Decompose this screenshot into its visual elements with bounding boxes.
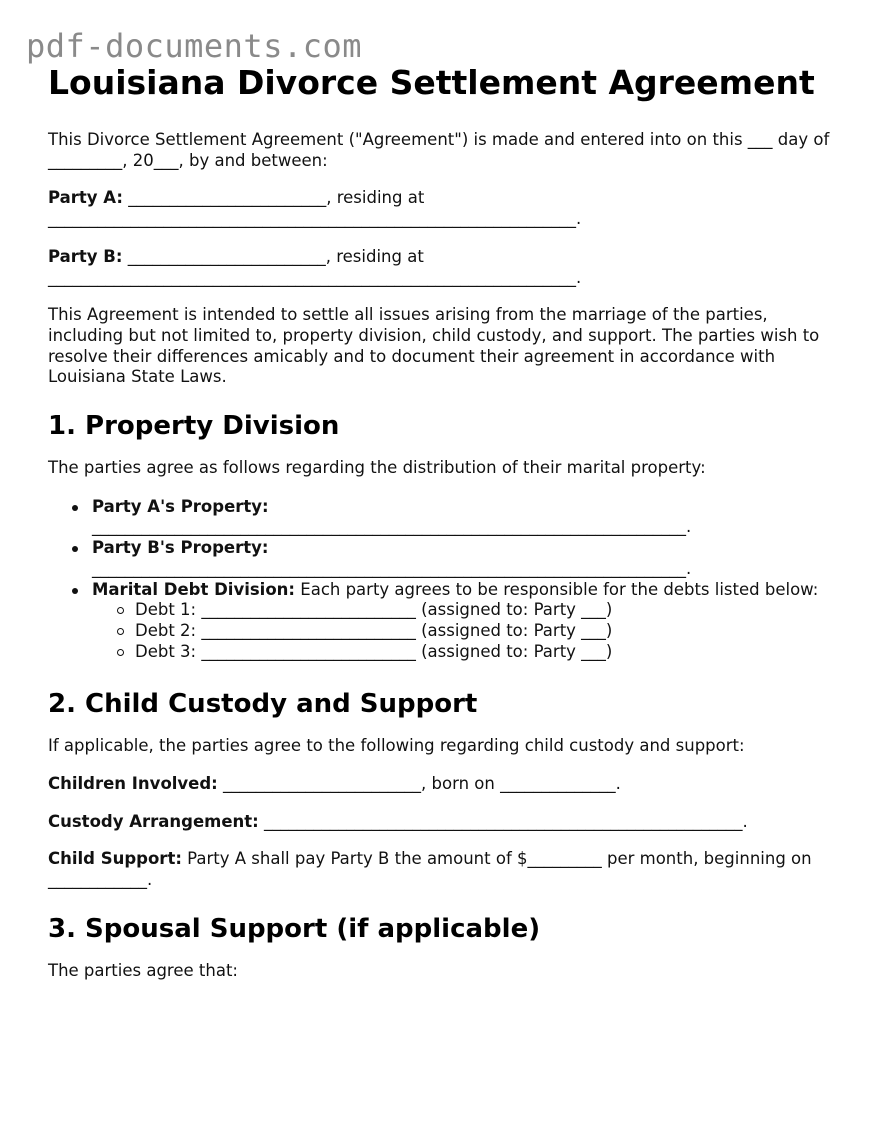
section-1-intro: The parties agree as follows regarding the distribution of their marital property: — [48, 458, 706, 478]
party-a-residence: ________________________, residing at — [122, 188, 425, 208]
marital-debt-label: Marital Debt Division: — [92, 579, 296, 599]
list-item-party-b-property — [48, 538, 848, 579]
section-2-heading: 2. Child Custody and Support — [48, 689, 478, 720]
marital-debt-text: Each party agrees to be responsible for the debts listed below: — [295, 579, 819, 599]
custody-arrangement-text: __________________________________________________________. — [258, 811, 748, 831]
party-a-property-label: Party A's Property: — [92, 496, 269, 516]
child-support-label: Child Support: — [48, 849, 182, 869]
watermark-logo: pdf-documents.com — [26, 27, 363, 65]
debt-list — [92, 600, 848, 662]
party-b-residence: ________________________, residing at — [122, 246, 424, 266]
children-involved-text: ________________________, born on ______________. — [217, 774, 621, 794]
section-1-heading: 1. Property Division — [48, 411, 340, 442]
property-list — [48, 497, 848, 663]
list-item-marital-debt — [48, 580, 848, 663]
section-3-intro: The parties agree that: — [48, 960, 238, 980]
child-support-text: Party A shall pay Party B the amount of $_________ per month, beginning on ____________. — [48, 849, 812, 890]
party-a-property-line: ________________________________________________________________________. — [92, 517, 692, 537]
party-a-address-line: ________________________________________________________________. — [48, 209, 582, 229]
party-b-property-line: ________________________________________________________________________. — [92, 558, 692, 578]
debt-item-2: Debt 2: __________________________ (assigned to: Party ___) — [92, 621, 848, 642]
party-b-address-line: ________________________________________________________________. — [48, 267, 582, 287]
document-title: Louisiana Divorce Settlement Agreement — [48, 63, 815, 102]
intro-paragraph: This Divorce Settlement Agreement ("Agreement") is made and entered into on this ___ day of _________, 20___, by and between: — [48, 130, 830, 170]
party-a-label: Party A: — [48, 188, 123, 208]
document-body — [48, 62, 848, 982]
custody-arrangement-label: Custody Arrangement: — [48, 811, 259, 831]
purpose-paragraph: This Agreement is intended to settle all issues arising from the marriage of the parties, including but not limited to, property division, child custody, and support. The parties wish to resolve their differences amicably and to document their agreement in accordance with Louisiana State Laws. — [48, 305, 820, 387]
party-a-line — [48, 188, 848, 229]
section-2-intro: If applicable, the parties agree to the following regarding child custody and support: — [48, 736, 745, 756]
children-involved-line — [48, 774, 848, 795]
section-3-heading: 3. Spousal Support (if applicable) — [48, 913, 541, 944]
debt-item-3: Debt 3: __________________________ (assigned to: Party ___) — [92, 642, 848, 663]
custody-arrangement-line — [48, 812, 848, 833]
children-involved-label: Children Involved: — [48, 774, 218, 794]
party-b-line — [48, 247, 848, 288]
debt-item-1: Debt 1: __________________________ (assigned to: Party ___) — [92, 600, 848, 621]
party-b-property-label: Party B's Property: — [92, 538, 269, 558]
list-item-party-a-property — [48, 497, 848, 538]
party-b-label: Party B: — [48, 246, 123, 266]
child-support-line — [48, 849, 848, 890]
